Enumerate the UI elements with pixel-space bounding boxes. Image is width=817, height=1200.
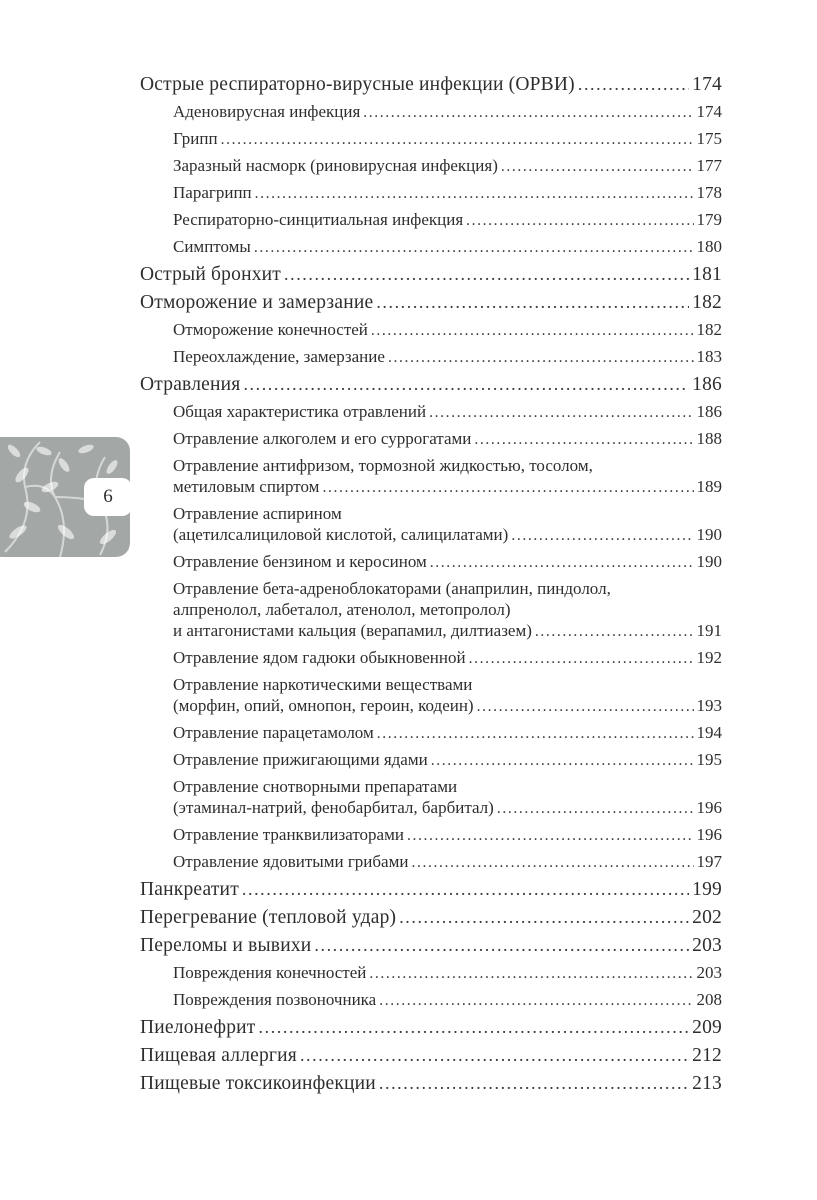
- toc-entry-title: Грипп: [173, 129, 218, 148]
- toc-entry-row: [140, 906, 722, 929]
- dotted-leader: [377, 722, 694, 744]
- toc-entry: [140, 73, 722, 96]
- toc-entry-row: [173, 620, 722, 642]
- toc-entry-page: 196: [696, 798, 722, 817]
- dotted-leader: [474, 428, 693, 450]
- toc-entry-title: Отравление антифризом, тормозной жидкостью, тосолом,: [173, 456, 593, 475]
- dotted-leader: [243, 373, 689, 396]
- toc-entry: [140, 155, 722, 177]
- toc-entry-title: Отравление транквилизаторами: [173, 825, 404, 844]
- toc-entry-page: 186: [692, 374, 722, 395]
- toc-entry-title: Пиелонефрит: [140, 1017, 256, 1038]
- toc-entry-title: Отморожение конечностей: [173, 320, 368, 339]
- dotted-leader: [376, 291, 689, 314]
- toc-entry-page: 189: [696, 477, 722, 496]
- toc-entry-title: Парагрипп: [173, 183, 252, 202]
- toc-entry: [140, 428, 722, 450]
- toc-entry: [140, 749, 722, 771]
- dotted-leader: [314, 934, 689, 957]
- toc-entry-page: 196: [696, 825, 722, 844]
- toc-entry: [140, 551, 722, 573]
- toc-entry-title: Переломы и вывихи: [140, 935, 312, 956]
- toc-entry: [140, 647, 722, 669]
- toc-entry: [140, 319, 722, 341]
- toc-entry: [140, 722, 722, 744]
- toc-entry-title: Переохлаждение, замерзание: [173, 347, 385, 366]
- dotted-leader: [379, 1072, 689, 1095]
- toc-entry-page: 213: [692, 1073, 722, 1094]
- dotted-leader: [469, 647, 694, 669]
- toc-entry-title: (морфин, опий, омнопон, героин, кодеин): [173, 696, 474, 715]
- dotted-leader: [430, 551, 694, 573]
- toc-entry-row: [173, 647, 722, 669]
- dotted-leader: [429, 401, 693, 423]
- dotted-leader: [363, 101, 693, 123]
- toc-entry-row: [173, 851, 722, 873]
- dotted-leader: [369, 962, 693, 984]
- toc-entry: [140, 878, 722, 901]
- toc-entry-row: [173, 599, 722, 620]
- toc-entry-page: 202: [692, 907, 722, 928]
- dotted-leader: [477, 695, 694, 717]
- toc-entry-row: [173, 578, 722, 599]
- toc-entry-row: [173, 476, 722, 498]
- toc-entry-title: Общая характеристика отравлений: [173, 402, 427, 421]
- toc-entry: [140, 373, 722, 396]
- toc-entry-row: [173, 749, 722, 771]
- toc-entry-title: Респираторно-синцитиальная инфекция: [173, 210, 464, 229]
- toc-entry-row: [173, 209, 722, 231]
- toc-entry-row: [173, 428, 722, 450]
- toc-entry-row: [140, 1016, 722, 1039]
- toc-entry-title: Острый бронхит: [140, 264, 282, 285]
- toc-entry-row: [140, 1072, 722, 1095]
- dotted-leader: [254, 236, 694, 258]
- toc-entry-page: 188: [696, 429, 722, 448]
- toc-entry-row: [173, 155, 722, 177]
- toc-entry-page: 208: [696, 990, 722, 1009]
- toc-entry-row: [173, 962, 722, 984]
- toc-entry-title: Панкреатит: [140, 879, 239, 900]
- toc-entry-page: 212: [692, 1045, 722, 1066]
- toc-entry: [140, 674, 722, 717]
- dotted-leader: [242, 878, 689, 901]
- toc-entry: [140, 578, 722, 642]
- toc-entry-page: 199: [692, 879, 722, 900]
- toc-entry-page: 182: [696, 320, 722, 339]
- dotted-leader: [322, 476, 693, 498]
- dotted-leader: [466, 209, 693, 231]
- toc-entry-page: 209: [692, 1017, 722, 1038]
- toc-entry: [140, 209, 722, 231]
- toc-entry: [140, 906, 722, 929]
- dotted-leader: [379, 989, 693, 1011]
- toc-entry-page: 178: [696, 183, 722, 202]
- dotted-leader: [259, 1016, 690, 1039]
- toc-entry: [140, 182, 722, 204]
- toc-entry-title: Перегревание (тепловой удар): [140, 907, 397, 928]
- toc-entry-page: 174: [696, 102, 722, 121]
- toc-entry-page: 195: [696, 750, 722, 769]
- toc-entry-row: [173, 551, 722, 573]
- dotted-leader: [578, 73, 689, 96]
- dotted-leader: [431, 749, 694, 771]
- toc-entry-title: Симптомы: [173, 237, 251, 256]
- dotted-leader: [407, 824, 694, 846]
- toc-entry-row: [173, 503, 722, 524]
- dotted-leader: [255, 182, 694, 204]
- toc-entry-row: [173, 695, 722, 717]
- toc-entry-page: 175: [696, 129, 722, 148]
- toc-entry-page: 174: [692, 74, 722, 95]
- toc-entry-page: 186: [696, 402, 722, 421]
- dotted-leader: [388, 346, 694, 368]
- toc-entry: [140, 291, 722, 314]
- dotted-leader: [371, 319, 694, 341]
- toc-entry-title: Пищевые токсикоинфекции: [140, 1073, 376, 1094]
- toc-entry: [140, 128, 722, 150]
- toc-entry-row: [173, 674, 722, 695]
- toc-entry-title: Отравление парацетамолом: [173, 723, 374, 742]
- toc-entry-row: [140, 373, 722, 396]
- toc-entry-title: Отравление бета-адреноблокаторами (анаприлин, пиндолол,: [173, 579, 611, 598]
- toc-entry-title: и антагонистами кальция (верапамил, дилтиазем): [173, 621, 532, 640]
- dotted-leader: [497, 797, 694, 819]
- toc-entry-page: 190: [696, 552, 722, 571]
- toc-entry-page: 203: [696, 963, 722, 982]
- dotted-leader: [511, 524, 693, 546]
- dotted-leader: [284, 263, 689, 286]
- toc-entry: [140, 346, 722, 368]
- toc-entry-title: Аденовирусная инфекция: [173, 102, 361, 121]
- toc-entry-title: Острые респираторно-вирусные инфекции (ОРВИ): [140, 74, 575, 95]
- dotted-leader: [300, 1044, 689, 1067]
- toc-entry: [140, 455, 722, 498]
- toc-entry-row: [173, 319, 722, 341]
- toc-entry-row: [173, 101, 722, 123]
- toc-entry-title: Отравление прижигающими ядами: [173, 750, 428, 769]
- toc-entry-page: 181: [692, 264, 722, 285]
- dotted-leader: [501, 155, 694, 177]
- toc-entry-title: метиловым спиртом: [173, 477, 320, 496]
- toc-entry-page: 183: [696, 347, 722, 366]
- toc-entry-row: [173, 722, 722, 744]
- toc-entry-row: [173, 401, 722, 423]
- dotted-leader: [411, 851, 693, 873]
- toc-entry-page: 192: [696, 648, 722, 667]
- toc-entry: [140, 962, 722, 984]
- toc-entry-title: Повреждения позвоночника: [173, 990, 377, 1009]
- toc-entry: [140, 503, 722, 546]
- toc-entry-page: 177: [696, 156, 722, 175]
- toc-entry-row: [140, 878, 722, 901]
- toc-entry-title: Отравления: [140, 374, 241, 395]
- toc-entry-page: 190: [696, 525, 722, 544]
- toc-entry-row: [140, 291, 722, 314]
- toc-entry-row: [140, 1044, 722, 1067]
- toc-entry-title: Отравление алкоголем и его суррогатами: [173, 429, 472, 448]
- toc-entry-page: 203: [692, 935, 722, 956]
- toc-entry-row: [140, 263, 722, 286]
- toc-entry-page: 194: [696, 723, 722, 742]
- toc-entry-row: [173, 989, 722, 1011]
- toc-entry-page: 191: [696, 621, 722, 640]
- toc-entry-title: Заразный насморк (риновирусная инфекция): [173, 156, 498, 175]
- toc-entry-title: Повреждения конечностей: [173, 963, 367, 982]
- toc-entry-title: Пищевая аллергия: [140, 1045, 297, 1066]
- toc-entry: [140, 776, 722, 819]
- toc-entry-title: Отравление снотворными препаратами: [173, 777, 458, 796]
- toc-entry-row: [140, 934, 722, 957]
- toc-entry-title: Отравление ядовитыми грибами: [173, 852, 409, 871]
- toc-entry-row: [173, 455, 722, 476]
- toc-entry-page: 180: [696, 237, 722, 256]
- toc-entry-row: [173, 182, 722, 204]
- dotted-leader: [535, 620, 694, 642]
- toc-entry: [140, 236, 722, 258]
- dotted-leader: [399, 906, 689, 929]
- toc-entry-row: [173, 524, 722, 546]
- toc-entry-title: (ацетилсалициловой кислотой, салицилатами): [173, 525, 509, 544]
- toc-entry: [140, 934, 722, 957]
- toc-entry-row: [140, 73, 722, 96]
- page-number: 6: [84, 478, 132, 516]
- toc-entry-row: [173, 797, 722, 819]
- toc-entry-row: [173, 776, 722, 797]
- toc-entry-row: [173, 236, 722, 258]
- toc-list: [140, 70, 722, 1100]
- toc-entry-page: 197: [696, 852, 722, 871]
- toc-entry: [140, 263, 722, 286]
- toc-entry-title: (этаминал-натрий, фенобарбитал, барбитал): [173, 798, 494, 817]
- toc-entry: [140, 824, 722, 846]
- toc-entry: [140, 1044, 722, 1067]
- toc-entry-page: 182: [692, 292, 722, 313]
- toc-entry-title: Отравление аспирином: [173, 504, 342, 523]
- toc-entry-row: [173, 346, 722, 368]
- toc-entry: [140, 851, 722, 873]
- toc-entry-title: Отравление ядом гадюки обыкновенной: [173, 648, 466, 667]
- toc-entry-title: Отравление наркотическими веществами: [173, 675, 473, 694]
- toc-entry-title: Отравление бензином и керосином: [173, 552, 427, 571]
- toc-entry: [140, 1072, 722, 1095]
- toc-entry: [140, 401, 722, 423]
- toc-entry: [140, 989, 722, 1011]
- toc-entry-title: Отморожение и замерзание: [140, 292, 374, 313]
- dotted-leader: [221, 128, 694, 150]
- toc-entry-row: [173, 128, 722, 150]
- toc-entry: [140, 1016, 722, 1039]
- toc-entry-page: 193: [696, 696, 722, 715]
- toc-entry: [140, 101, 722, 123]
- toc-entry-row: [173, 824, 722, 846]
- toc-entry-title: алпренолол, лабеталол, атенолол, метопролол): [173, 600, 511, 619]
- toc-entry-page: 179: [696, 210, 722, 229]
